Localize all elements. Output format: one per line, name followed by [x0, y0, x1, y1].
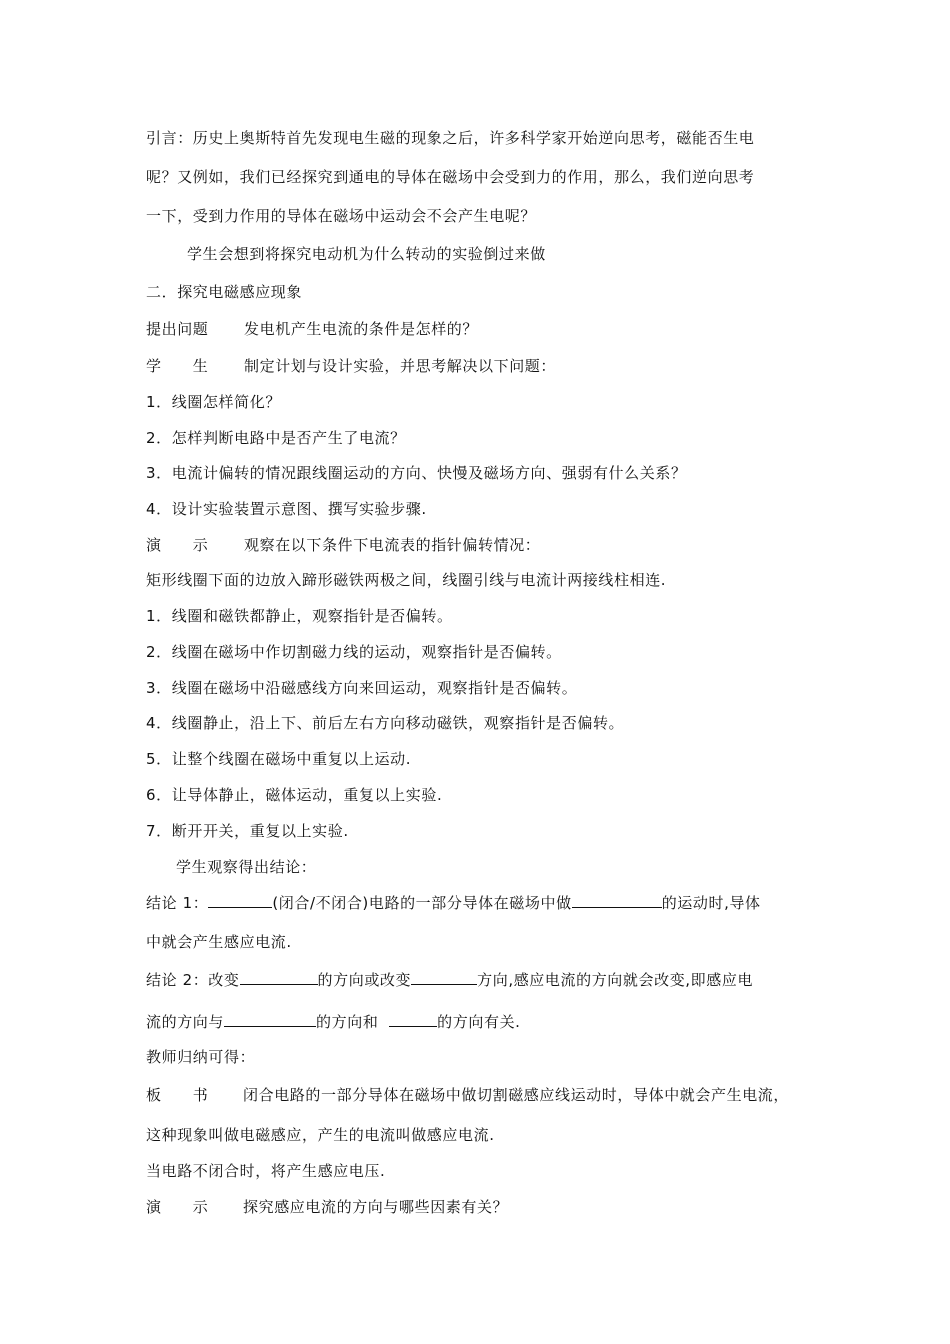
demo-line — [146, 535, 540, 555]
list-item: 2．线圈在磁场中作切割磁力线的运动，观察指针是否偏转。 — [146, 643, 562, 661]
list-item: 6．让导体静止，磁体运动，重复以上实验. — [146, 786, 443, 804]
intro-line-1: 引言：历史上奥斯特首先发现电生磁的现象之后，许多科学家开始逆向思考，磁能否生电 — [146, 129, 755, 147]
student-idea: 学生会想到将探究电动机为什么转动的实验倒过来做 — [187, 245, 546, 263]
conclusion-2-cont — [146, 1012, 521, 1032]
demo2-line — [146, 1197, 508, 1217]
conclusion-2-cont-a: 流的方向与 — [146, 1013, 225, 1031]
conclusion-1-suffix: 的运动时,导体 — [661, 894, 761, 912]
demo-label: 演 示 — [146, 536, 209, 554]
board-cont: 这种现象叫做电磁感应，产生的电流叫做感应电流. — [146, 1126, 495, 1144]
intro-line-2: 呢？又例如，我们已经探究到通电的导体在磁场中会受到力的作用，那么，我们逆向思考 — [146, 168, 755, 186]
student-plan-text: 制定计划与设计实验，并思考解决以下问题： — [244, 357, 557, 375]
conclusion-2-line — [146, 970, 753, 990]
blank-field[interactable] — [208, 893, 272, 908]
open-circuit-note: 当电路不闭合时，将产生感应电压. — [146, 1162, 386, 1180]
board-line — [146, 1085, 789, 1105]
board-label: 板 书 — [146, 1086, 209, 1104]
setup-text: 矩形线圈下面的边放入蹄形磁铁两极之间，线圈引线与电流计两接线柱相连. — [146, 571, 667, 589]
blank-field[interactable] — [572, 893, 662, 908]
list-item: 5．让整个线圈在磁场中重复以上运动. — [146, 750, 412, 768]
conclusion-2-middle: 的方向或改变 — [317, 971, 412, 989]
teacher-summary: 教师归纳可得： — [146, 1048, 256, 1066]
board-text: 闭合电路的一部分导体在磁场中做切割磁感应线运动时，导体中就会产生电流， — [243, 1086, 790, 1104]
conclusion-1-cont: 中就会产生感应电流. — [146, 933, 292, 951]
conclusion-2-cont-c: 的方向有关. — [437, 1013, 521, 1031]
student-label: 学 生 — [146, 357, 209, 375]
list-item: 1．线圈怎样简化？ — [146, 393, 281, 411]
question-text: 发电机产生电流的条件是怎样的？ — [244, 320, 479, 338]
conclusion-1-line — [146, 893, 761, 913]
demo2-text: 探究感应电流的方向与哪些因素有关？ — [243, 1198, 509, 1216]
student-plan-line — [146, 356, 556, 376]
conclusion-1-prefix: 结论 1： — [146, 894, 209, 912]
list-item: 3．线圈在磁场中沿磁感线方向来回运动，观察指针是否偏转。 — [146, 679, 578, 697]
conclusion-2-prefix: 结论 2：改变 — [146, 971, 240, 989]
question-label: 提出问题 — [146, 320, 209, 338]
conclusion-intro: 学生观察得出结论： — [176, 858, 317, 876]
intro-line-3: 一下，受到力作用的导体在磁场中运动会不会产生电呢？ — [146, 207, 537, 225]
blank-field[interactable] — [389, 1012, 437, 1027]
section-heading: 二．探究电磁感应现象 — [146, 283, 303, 301]
list-item: 7．断开开关，重复以上实验. — [146, 822, 349, 840]
demo2-label: 演 示 — [146, 1198, 209, 1216]
blank-field[interactable] — [411, 970, 477, 985]
list-item: 4．设计实验装置示意图、撰写实验步骤. — [146, 500, 427, 518]
conclusion-2-suffix: 方向,感应电流的方向就会改变,即感应电 — [477, 971, 754, 989]
list-item: 2．怎样判断电路中是否产生了电流？ — [146, 429, 406, 447]
blank-field[interactable] — [224, 1012, 316, 1027]
blank-field[interactable] — [240, 970, 318, 985]
conclusion-1-middle: (闭合/不闭合)电路的一部分导体在磁场中做 — [272, 894, 572, 912]
list-item: 3．电流计偏转的情况跟线圈运动的方向、快慢及磁场方向、强弱有什么关系？ — [146, 464, 687, 482]
question-line — [146, 319, 478, 339]
list-item: 4．线圈静止，沿上下、前后左右方向移动磁铁，观察指针是否偏转。 — [146, 714, 625, 732]
list-item: 1．线圈和磁铁都静止，观察指针是否偏转。 — [146, 607, 453, 625]
conclusion-2-cont-b: 的方向和 — [316, 1013, 379, 1031]
demo-text: 观察在以下条件下电流表的指针偏转情况： — [244, 536, 541, 554]
